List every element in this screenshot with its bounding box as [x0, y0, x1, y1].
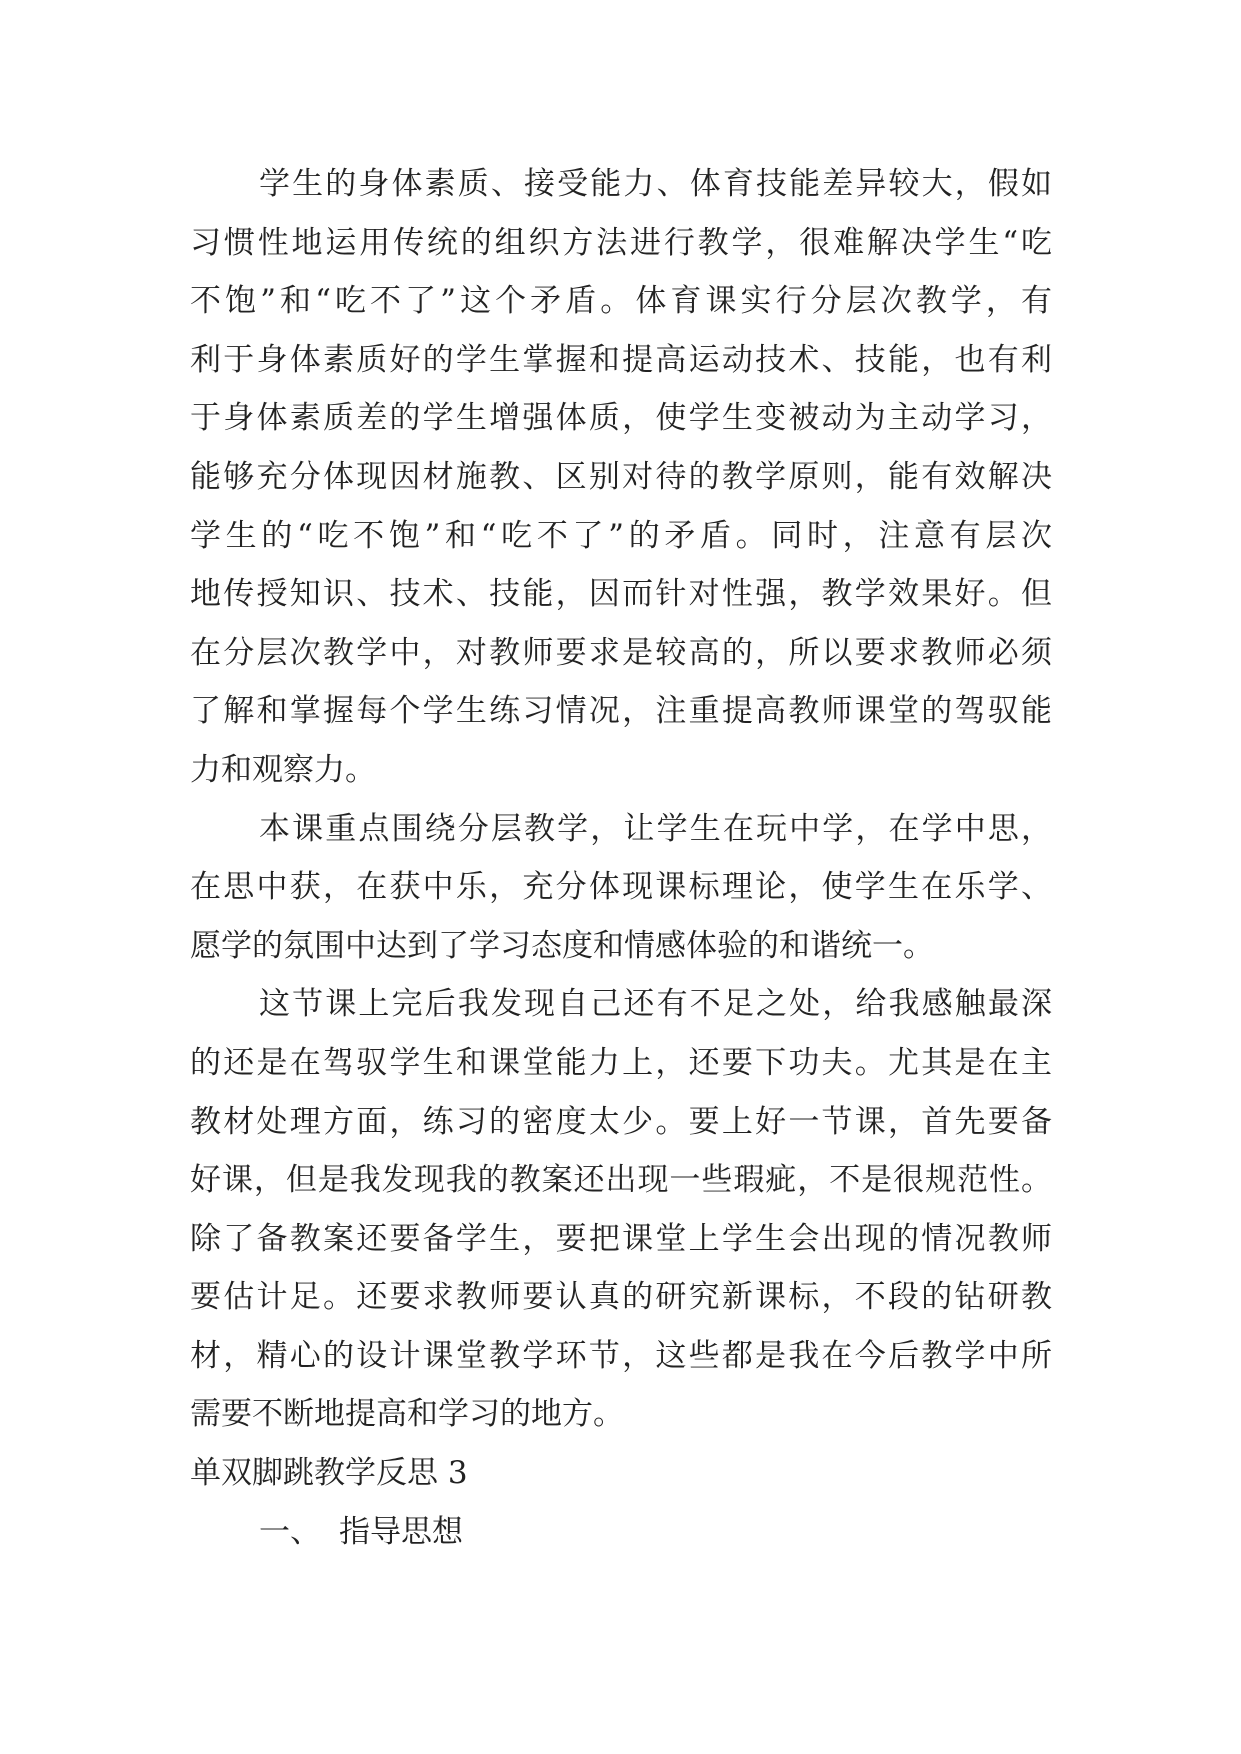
section-title: 指导思想: [339, 1513, 463, 1550]
section-number: 一、: [259, 1513, 321, 1550]
text-line: 要估计足。还要求教师要认真的研究新课标，不段的钻研教: [190, 1279, 1052, 1316]
text-line: 除了备教案还要备学生，要把课堂上学生会出现的情况教师: [190, 1220, 1052, 1257]
text-line: 教材处理方面，练习的密度太少。要上好一节课，首先要备: [190, 1103, 1052, 1140]
text-line: 了解和掌握每个学生练习情况，注重提高教师课堂的驾驭能: [190, 693, 1052, 730]
text-line: 本课重点围绕分层教学，让学生在玩中学，在学中思，: [259, 810, 1052, 847]
paragraph: [190, 800, 1052, 976]
text-line: 在分层次教学中，对教师要求是较高的，所以要求教师必须: [190, 634, 1052, 671]
text-line: 能够充分体现因材施教、区别对待的教学原则，能有效解决: [190, 458, 1052, 495]
text-line: 力和观察力。: [190, 751, 376, 788]
section-heading: [259, 1503, 1052, 1562]
text-line: 的还是在驾驭学生和课堂能力上，还要下功夫。尤其是在主: [190, 1044, 1052, 1081]
text-line: 这节课上完后我发现自己还有不足之处，给我感触最深: [259, 986, 1052, 1023]
paragraph: [190, 975, 1052, 1444]
text-line: 习惯性地运用传统的组织方法进行教学，很难解决学生“吃: [190, 224, 1052, 261]
text-line: 地传授知识、技术、技能，因而针对性强，教学效果好。但: [190, 576, 1052, 613]
text-line: 愿学的氛围中达到了学习态度和情感体验的和谐统一。: [190, 927, 934, 964]
text-line: 好课，但是我发现我的教案还出现一些瑕疵，不是很规范性。: [190, 1162, 1052, 1199]
text-line: 需要不断地提高和学习的地方。: [190, 1396, 624, 1433]
text-line: 学生的身体素质、接受能力、体育技能差异较大，假如: [259, 166, 1052, 202]
text-line: 于身体素质差的学生增强体质，使学生变被动为主动学习，: [190, 400, 1052, 437]
text-line: 不饱”和“吃不了”这个矛盾。体育课实行分层次教学，有: [190, 283, 1052, 320]
text-line: 材，精心的设计课堂教学环节，这些都是我在今后教学中所: [190, 1337, 1052, 1374]
text-line: 利于身体素质好的学生掌握和提高运动技术、技能，也有利: [190, 341, 1052, 378]
document-heading: 单双脚跳教学反思 3: [190, 1455, 468, 1492]
paragraph: [190, 155, 1052, 800]
text-line: 学生的“吃不饱”和“吃不了”的矛盾。同时，注意有层次: [190, 517, 1052, 554]
text-line: 在思中获，在获中乐，充分体现课标理论，使学生在乐学、: [190, 869, 1052, 906]
document-body: [190, 155, 1052, 1561]
